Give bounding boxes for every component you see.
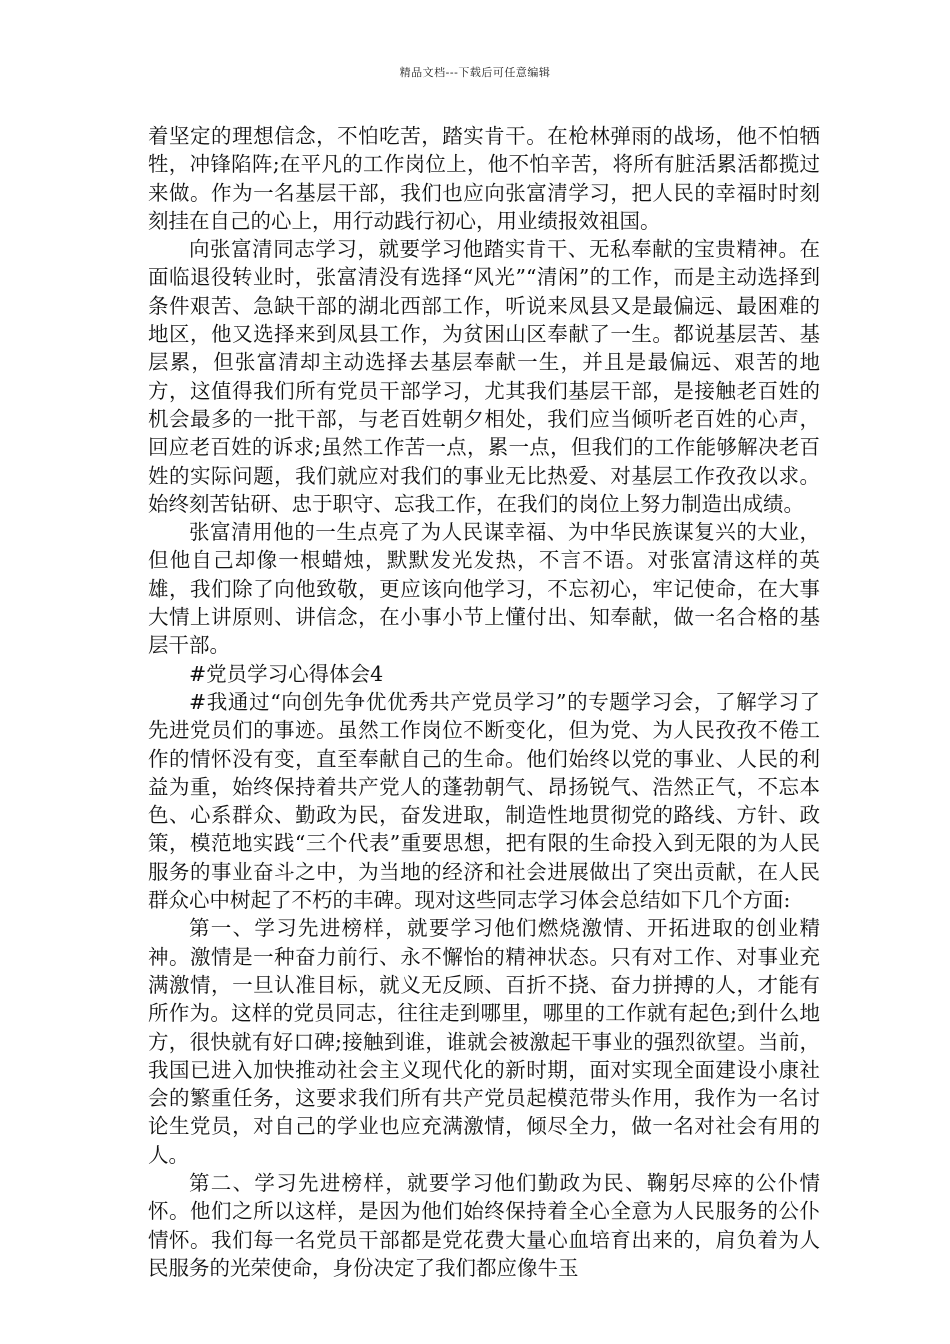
paragraph: 第一、学习先进榜样，就要学习他们燃烧激情、开拓进取的创业精神。激情是一种奋力前行、永不懈怡的精神状态。只有对工作、对事业充满激情，一旦认准目标，就义无反顾、百折不挠、奋力拼搏的人，才能有所作为。这样的党员同志，往往走到哪里，哪里的工作就有起色;到什么地方，很快就有好口碑;接触到谁，谁就会被激起干事业的强烈欲望。当前，我国已进入加快推动社会主义现代化的新时期，面对实现全面建设小康社会的繁重任务，这要求我们所有共产党员起模范带头作用，我作为一名讨论生党员，对自己的学业也应充满激情，倾尽全力，做一名对社会有用的人。 (148, 916, 820, 1167)
paragraph: 第二、学习先进榜样，就要学习他们勤政为民、鞠躬尽瘁的公仆情怀。他们之所以这样，是因为他们始终保持着全心全意为人民服务的公仆情怀。我们每一名党员干部都是党花费大量心血培育出来的，肩负着为人民服务的光荣使命，身份决定了我们都应像牛玉 (148, 1170, 820, 1280)
page-header: 精品文档---下载后可任意编辑 (399, 66, 551, 79)
paragraph: 向张富清同志学习，就要学习他踏实肯干、无私奉献的宝贵精神。在面临退役转业时，张富清没有选择“风光”“清闲”的工作，而是主动选择到条件艰苦、急缺干部的湖北西部工作，听说来凤县又是最偏远、最困难的地区，他又选择来到凤县工作，为贫困山区奉献了一生。都说基层苦、基层累，但张富清却主动选择去基层奉献一生，并且是最偏远、艰苦的地方，这值得我们所有党员干部学习，尤其我们基层干部，是接触老百姓的机会最多的一批干部，与老百姓朝夕相处，我们应当倾听老百姓的心声，回应老百姓的诉求;虽然工作苦一点，累一点，但我们的工作能够解决老百姓的实际问题，我们就应对我们的事业无比热爱、对基层工作孜孜以求。始终刻苦钻研、忠于职守、忘我工作，在我们的岗位上努力制造出成绩。 (148, 237, 820, 516)
paragraph: 张富清用他的一生点亮了为人民谋幸福、为中华民族谋复兴的大业，但他自己却像一根蜡烛，默默发光发热，不言不语。对张富清这样的英雄，我们除了向他致敬，更应该向他学习，不忘初心，牢记使命，在大事大情上讲原则、讲信念，在小事小节上懂付出、知奉献，做一名合格的基层干部。 (148, 520, 820, 658)
document-body (148, 122, 820, 1282)
section-heading: #党员学习心得体会4 (189, 661, 384, 686)
paragraph: 着坚定的理想信念，不怕吃苦，踏实肯干。在枪林弹雨的战场，他不怕牺牲，冲锋陷阵;在平凡的工作岗位上，他不怕辛苦，将所有脏活累活都揽过来做。作为一名基层干部，我们也应向张富清学习，把人民的幸福时时刻刻挂在自己的心上，用行动践行初心，用业绩报效祖国。 (148, 124, 820, 233)
paragraph: #我通过“向创先争优优秀共产党员学习”的专题学习会，了解学习了先进党员们的事迹。虽然工作岗位不断变化，但为党、为人民孜孜不倦工作的情怀没有变，直至奉献自己的生命。他们始终以党的事业、人民的利益为重，始终保持着共产党人的蓬勃朝气、昂扬锐气、浩然正气，不忘本色、心系群众、勤政为民，奋发进取，制造性地贯彻党的路线、方针、政策，模范地实践“三个代表”重要思想，把有限的生命投入到无限的为人民服务的事业奋斗之中，为当地的经济和社会进展做出了突出贡献，在人民群众心中树起了不朽的丰碑。现对这些同志学习体会总结如下几个方面: (148, 689, 820, 913)
